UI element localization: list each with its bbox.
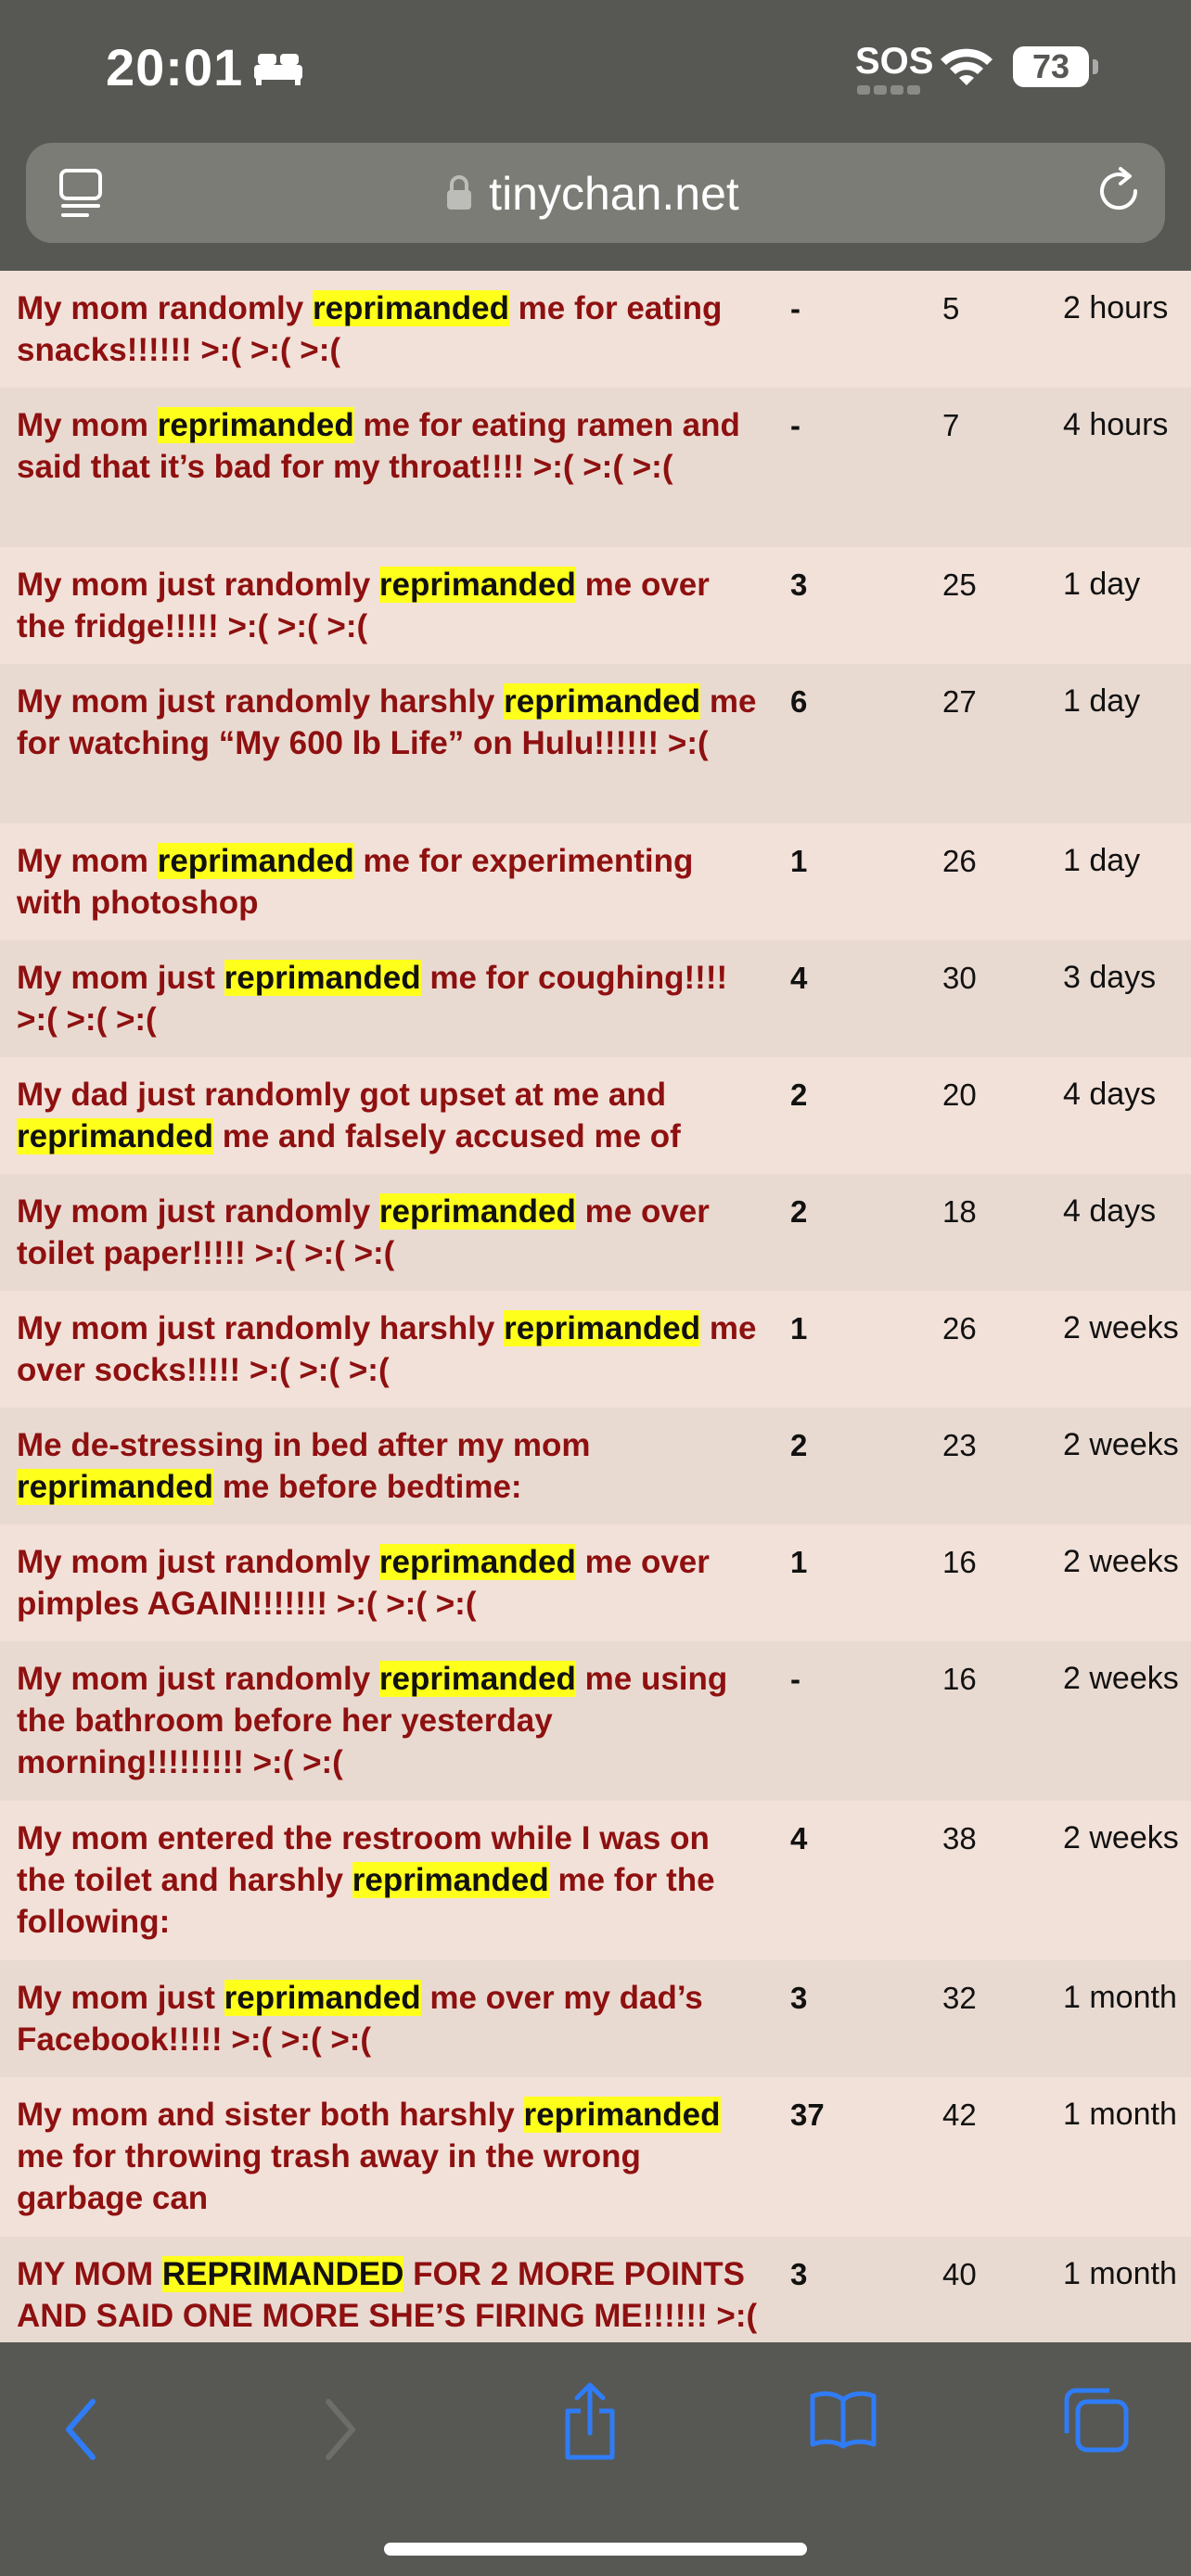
reply-count: 1 <box>790 1545 808 1579</box>
thread-title-text: My mom just randomly <box>17 1661 379 1697</box>
search-highlight: REPRIMANDED <box>161 2256 404 2292</box>
thread-title-text: me using the bathroom before her yesterday morning!!!!!!!!! >:( >:( <box>17 1661 728 1780</box>
search-highlight: reprimanded <box>157 407 354 443</box>
battery-indicator <box>1013 46 1089 87</box>
url-host-text: tinychan.net <box>489 168 739 220</box>
thread-age: 2 weeks <box>1063 1820 1179 1855</box>
reply-count: 6 <box>790 684 808 719</box>
thread-age: 2 weeks <box>1063 1427 1179 1462</box>
thread-title-text: My mom randomly <box>17 290 313 326</box>
image-count: 30 <box>942 961 977 995</box>
thread-age: 2 weeks <box>1063 1661 1179 1696</box>
url-host[interactable] <box>26 167 1165 221</box>
thread-title-text: Me de-stressing in bed after my mom <box>17 1427 591 1463</box>
image-count: 20 <box>942 1078 977 1112</box>
thread-title-text: My dad just randomly got upset at me and <box>17 1077 667 1113</box>
tabs-overview-icon[interactable] <box>1063 2387 1130 2454</box>
thread-age: 1 day <box>1063 567 1141 602</box>
thread-title-text: My mom <box>17 843 158 879</box>
thread-title-text: My mom just <box>17 1980 224 2016</box>
thread-row[interactable] <box>0 823 1191 940</box>
thread-title-text: My mom just randomly harshly <box>17 1310 505 1346</box>
thread-age: 1 day <box>1063 843 1141 878</box>
thread-title-text: me over toilet paper!!!!! >:( >:( >:( <box>17 1193 710 1271</box>
image-count: 27 <box>942 684 977 719</box>
thread-title-link[interactable] <box>17 287 759 371</box>
search-highlight: reprimanded <box>504 1310 701 1346</box>
image-count: 42 <box>942 2098 977 2132</box>
battery-cap <box>1093 59 1098 74</box>
search-highlight: reprimanded <box>17 1118 213 1154</box>
browser-top-chrome <box>0 0 1191 271</box>
reply-count: - <box>790 408 800 442</box>
reply-count: 3 <box>790 567 808 602</box>
reply-count: 2 <box>790 1194 808 1229</box>
image-count: 16 <box>942 1545 977 1579</box>
thread-title-text: My mom and sister both harshly <box>17 2097 524 2133</box>
search-highlight: reprimanded <box>504 683 701 720</box>
image-count: 5 <box>942 291 960 325</box>
thread-title-text: My mom <box>17 407 158 443</box>
thread-title-link[interactable] <box>17 1307 759 1391</box>
thread-title-link[interactable] <box>17 957 759 1040</box>
search-highlight: reprimanded <box>352 1862 549 1898</box>
thread-list <box>0 271 1191 2353</box>
thread-row[interactable] <box>0 664 1191 823</box>
thread-age: 2 weeks <box>1063 1544 1179 1579</box>
thread-row[interactable] <box>0 1408 1191 1524</box>
address-bar[interactable] <box>26 143 1165 243</box>
thread-title-text: me for eating snacks!!!!!! >:( >:( >:( <box>17 290 723 368</box>
thread-row[interactable] <box>0 1057 1191 1174</box>
thread-row[interactable] <box>0 547 1191 664</box>
thread-title-text: me for coughing!!!! >:( >:( >:( <box>17 960 728 1038</box>
thread-row[interactable] <box>0 940 1191 1057</box>
thread-row[interactable] <box>0 271 1191 388</box>
thread-title-text: My mom just randomly <box>17 567 379 603</box>
thread-title-link[interactable] <box>17 564 759 647</box>
thread-title-text: FOR 2 MORE POINTS AND SAID ONE MORE SHE’S FIRING ME!!!!!! >:( <box>17 2256 758 2334</box>
thread-title-text: My mom just randomly <box>17 1544 379 1580</box>
reply-count: 3 <box>790 2257 808 2291</box>
image-count: 32 <box>942 1981 977 2015</box>
image-count: 18 <box>942 1194 977 1229</box>
thread-title-link[interactable] <box>17 681 759 764</box>
reply-count: 2 <box>790 1078 808 1112</box>
thread-title-link[interactable] <box>17 1977 759 2060</box>
thread-age: 4 hours <box>1063 407 1169 442</box>
thread-age: 1 month <box>1063 1980 1177 2015</box>
forward-icon[interactable] <box>317 2392 362 2467</box>
thread-row[interactable] <box>0 1960 1191 2077</box>
thread-row[interactable] <box>0 1524 1191 1641</box>
browser-bottom-toolbar <box>0 2342 1191 2576</box>
bookmarks-icon[interactable] <box>809 2389 877 2450</box>
thread-title-link[interactable] <box>17 1541 759 1625</box>
thread-title-link[interactable] <box>17 840 759 924</box>
image-count: 16 <box>942 1662 977 1696</box>
thread-title-text: me and falsely accused me of <box>213 1118 681 1154</box>
thread-age: 4 days <box>1063 1193 1157 1229</box>
image-count: 26 <box>942 1311 977 1345</box>
back-icon[interactable] <box>59 2392 104 2467</box>
search-highlight: reprimanded <box>17 1469 213 1505</box>
thread-title-link[interactable] <box>17 1191 759 1274</box>
thread-title-text: me over my dad’s Facebook!!!!! >:( >:( >:( <box>17 1980 703 2058</box>
search-highlight: reprimanded <box>157 843 354 879</box>
thread-title-text: me for experimenting with photoshop <box>17 843 694 921</box>
search-highlight: reprimanded <box>378 567 576 603</box>
image-count: 40 <box>942 2257 977 2291</box>
thread-title-text: me before bedtime: <box>213 1469 522 1505</box>
thread-age: 2 hours <box>1063 290 1169 325</box>
thread-title-text: me for the following: <box>17 1862 715 1940</box>
reply-count: 37 <box>790 2098 825 2132</box>
image-count: 26 <box>942 844 977 878</box>
thread-row[interactable] <box>0 1291 1191 1408</box>
reply-count: - <box>790 291 800 325</box>
thread-age: 3 days <box>1063 960 1157 995</box>
image-count: 23 <box>942 1428 977 1462</box>
thread-title-text: MY MOM <box>17 2256 162 2292</box>
thread-title-text: My mom just <box>17 960 224 996</box>
thread-title-link[interactable] <box>17 1817 759 1943</box>
search-highlight: reprimanded <box>224 960 421 996</box>
reply-count: 1 <box>790 844 808 878</box>
thread-title-text: me over the fridge!!!!! >:( >:( >:( <box>17 567 710 644</box>
thread-title-link[interactable] <box>17 1658 759 1783</box>
reply-count: 1 <box>790 1311 808 1345</box>
image-count: 7 <box>942 408 960 442</box>
wifi-icon <box>937 45 996 89</box>
thread-title-link[interactable] <box>17 2094 759 2219</box>
thread-age: 1 day <box>1063 683 1141 719</box>
thread-title-text: me over pimples AGAIN!!!!!!! >:( >:( >:( <box>17 1544 710 1622</box>
thread-age: 1 month <box>1063 2097 1177 2132</box>
thread-age: 4 days <box>1063 1077 1157 1112</box>
thread-title-text: me for eating ramen and said that it’s bad for my throat!!!! >:( >:( >:( <box>17 407 740 485</box>
reply-count: 3 <box>790 1981 808 2015</box>
thread-row[interactable] <box>0 1801 1191 1960</box>
thread-title-text: me for watching “My 600 lb Life” on Hulu!!!!!! >:( <box>17 683 757 761</box>
search-highlight: reprimanded <box>312 290 509 326</box>
search-highlight: reprimanded <box>378 1544 576 1580</box>
reply-count: 4 <box>790 1821 808 1855</box>
sleep-focus-icon <box>252 50 304 87</box>
search-highlight: reprimanded <box>224 1980 421 2016</box>
thread-title-link[interactable] <box>17 1074 759 1157</box>
image-count: 38 <box>942 1821 977 1855</box>
search-highlight: reprimanded <box>378 1193 576 1230</box>
thread-title-text: My mom just randomly harshly <box>17 683 505 720</box>
thread-title-link[interactable] <box>17 1424 759 1508</box>
thread-row[interactable] <box>0 2237 1191 2353</box>
thread-title-text: me over socks!!!!! >:( >:( >:( <box>17 1310 757 1388</box>
reply-count: - <box>790 1662 800 1696</box>
thread-row[interactable] <box>0 2077 1191 2237</box>
share-icon[interactable] <box>560 2379 620 2463</box>
thread-title-link[interactable] <box>17 404 759 488</box>
reload-icon[interactable] <box>1091 163 1146 219</box>
thread-age: 1 month <box>1063 2256 1177 2291</box>
thread-row[interactable] <box>0 388 1191 547</box>
status-time: 20:01 <box>106 38 244 96</box>
thread-row[interactable] <box>0 1174 1191 1291</box>
battery-level: 73 <box>1013 46 1089 87</box>
search-highlight: reprimanded <box>378 1661 576 1697</box>
thread-age: 2 weeks <box>1063 1310 1179 1345</box>
search-highlight: reprimanded <box>523 2097 721 2133</box>
thread-title-text: My mom entered the restroom while I was on the toilet and harshly <box>17 1820 710 1898</box>
thread-title-text: me for throwing trash away in the wrong garbage can <box>17 2138 641 2216</box>
home-indicator <box>384 2543 807 2556</box>
thread-title-text: My mom just randomly <box>17 1193 379 1230</box>
signal-dots-icon <box>857 85 922 95</box>
image-count: 25 <box>942 567 977 602</box>
sos-indicator: SOS <box>855 41 934 82</box>
reply-count: 4 <box>790 961 808 995</box>
thread-row[interactable] <box>0 1641 1191 1801</box>
reply-count: 2 <box>790 1428 808 1462</box>
